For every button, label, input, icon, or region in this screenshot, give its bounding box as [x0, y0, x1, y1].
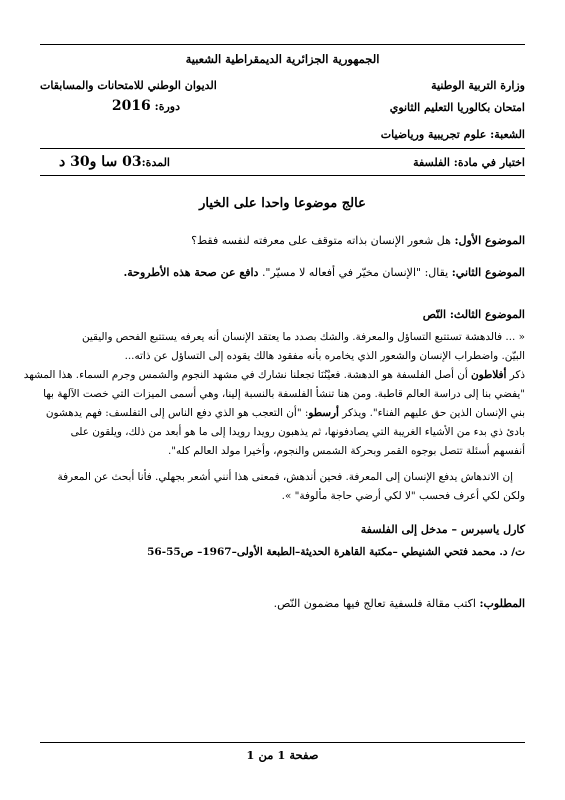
- duration: [40, 155, 170, 170]
- aristotle-name: أرسطو: [308, 407, 339, 419]
- topic-2: [40, 266, 525, 280]
- topic-1-text: هل شعور الإنسان بذاته متوقف على معرفته لنفسه فقط؟: [191, 234, 451, 247]
- text-line-3-prefix: ذكر: [506, 369, 525, 381]
- subject: اختبار في مادة: الفلسفة: [413, 156, 525, 169]
- text-line-9: ولكن لكي أعرف فحسب "لا لكي أرضي حاجة مألوفة" ».: [281, 490, 525, 502]
- branch: الشعبة: علوم تجريبية ورياضيات: [380, 128, 525, 141]
- required-text: اكتب مقالة فلسفية تعالج فيها مضمون النّص.: [273, 597, 476, 610]
- duration-label: المدة:: [141, 156, 170, 169]
- required: [40, 597, 525, 611]
- text-line-1: « ... فالدهشة تستتبع التساؤل والمعرفة. والشك بصدد ما يعتقد الإنسان أنه يعرفه يستتبع الفحص واليقين: [81, 331, 525, 343]
- text-line-3: [23, 368, 525, 382]
- topic-2-text: يقال: "الإنسان مخيّر في أفعاله لا مسيّر".: [261, 266, 449, 279]
- plato-name: أفلاطون: [471, 369, 507, 381]
- session: [60, 99, 180, 114]
- ministry: وزارة التربية الوطنية: [431, 79, 525, 92]
- top-rule: [40, 44, 525, 45]
- topic-3-label: الموضوع الثالث: النّص: [422, 308, 525, 321]
- topic-2-label: الموضوع الثاني:: [451, 266, 525, 279]
- text-line-7: أنفسهم أسئلة تتصل بوجوه القمر وبحركة الشمس والنجوم، وأخيرا مولد العالم كله".: [167, 445, 525, 457]
- text-line-5-rest: : "أن التعجب هو الذي دفع الناس إلى التفلسف: فهم يدهشون: [45, 407, 309, 419]
- session-label: دورة:: [154, 100, 180, 113]
- required-label: المطلوب:: [479, 597, 525, 610]
- page-number: صفحة 1 من 1: [246, 748, 319, 762]
- footer-rule: [40, 742, 525, 743]
- text-line-4: "يفضي بنا إلى دراسة العالم قاطبة. ومن هنا تنشأ الفلسفة بالنسبة إلينا، وهي أسمى الميزات التي خصت الآلهة بها: [43, 388, 525, 400]
- topic-1: [40, 234, 525, 248]
- republic-title: الجمهورية الجزائرية الديمقراطية الشعبية: [185, 52, 380, 66]
- topic-2-task: دافع عن صحة هذه الأطروحة.: [123, 266, 259, 279]
- text-line-6: بادئ ذي بدء من الأشياء الغريبة التي يصادفونها، ثم يذهبون رويدا رويدا إلى ما هو أبعد من ذلك، ويلقون على: [70, 426, 525, 438]
- text-translation: ت/ د. محمد فتحي الشنيطي –مكتبة القاهرة الحديثة–الطبعة الأولى–1967– ص55-56: [147, 546, 525, 558]
- text-author: كارل ياسبرس – مدخل إلى الفلسفة: [360, 523, 525, 536]
- exam-name: امتحان بكالوريا التعليم الثانوي: [389, 101, 525, 114]
- subject-rule: [40, 175, 525, 176]
- header-rule: [40, 148, 525, 149]
- text-line-8: إن الاندهاش يدفع الإنسان إلى المعرفة. فحين أندهش، فمعنى هذا أنني أشعر بجهلي. فأنا أبحث عن المعرفة: [57, 471, 513, 483]
- instruction: عالج موضوعا واحدا على الخيار: [199, 196, 366, 211]
- session-year: 2016: [111, 98, 151, 114]
- topic-1-label: الموضوع الأول:: [454, 234, 525, 247]
- text-line-2: البيّن. واضطراب الإنسان والشعور الذي يخامره بأنه مفقود هالك يقوده إلى التساؤل عن ذاته...: [124, 350, 525, 362]
- duration-value: 03 سا و30 د: [59, 154, 142, 170]
- exam-office: الديوان الوطني للامتحانات والمسابقات: [40, 79, 217, 92]
- text-line-3-rest: أن أصل الفلسفة هو الدهشة. فعيْنُنَا تجعلنا نشارك في مشهد النجوم والشمس وجرم السماء. هذا المشهد: [23, 369, 472, 381]
- text-line-5: [40, 406, 525, 420]
- text-line-5-prefix: بني الإنسان الذين حق عليهم الفناء". ويذكر: [338, 407, 525, 419]
